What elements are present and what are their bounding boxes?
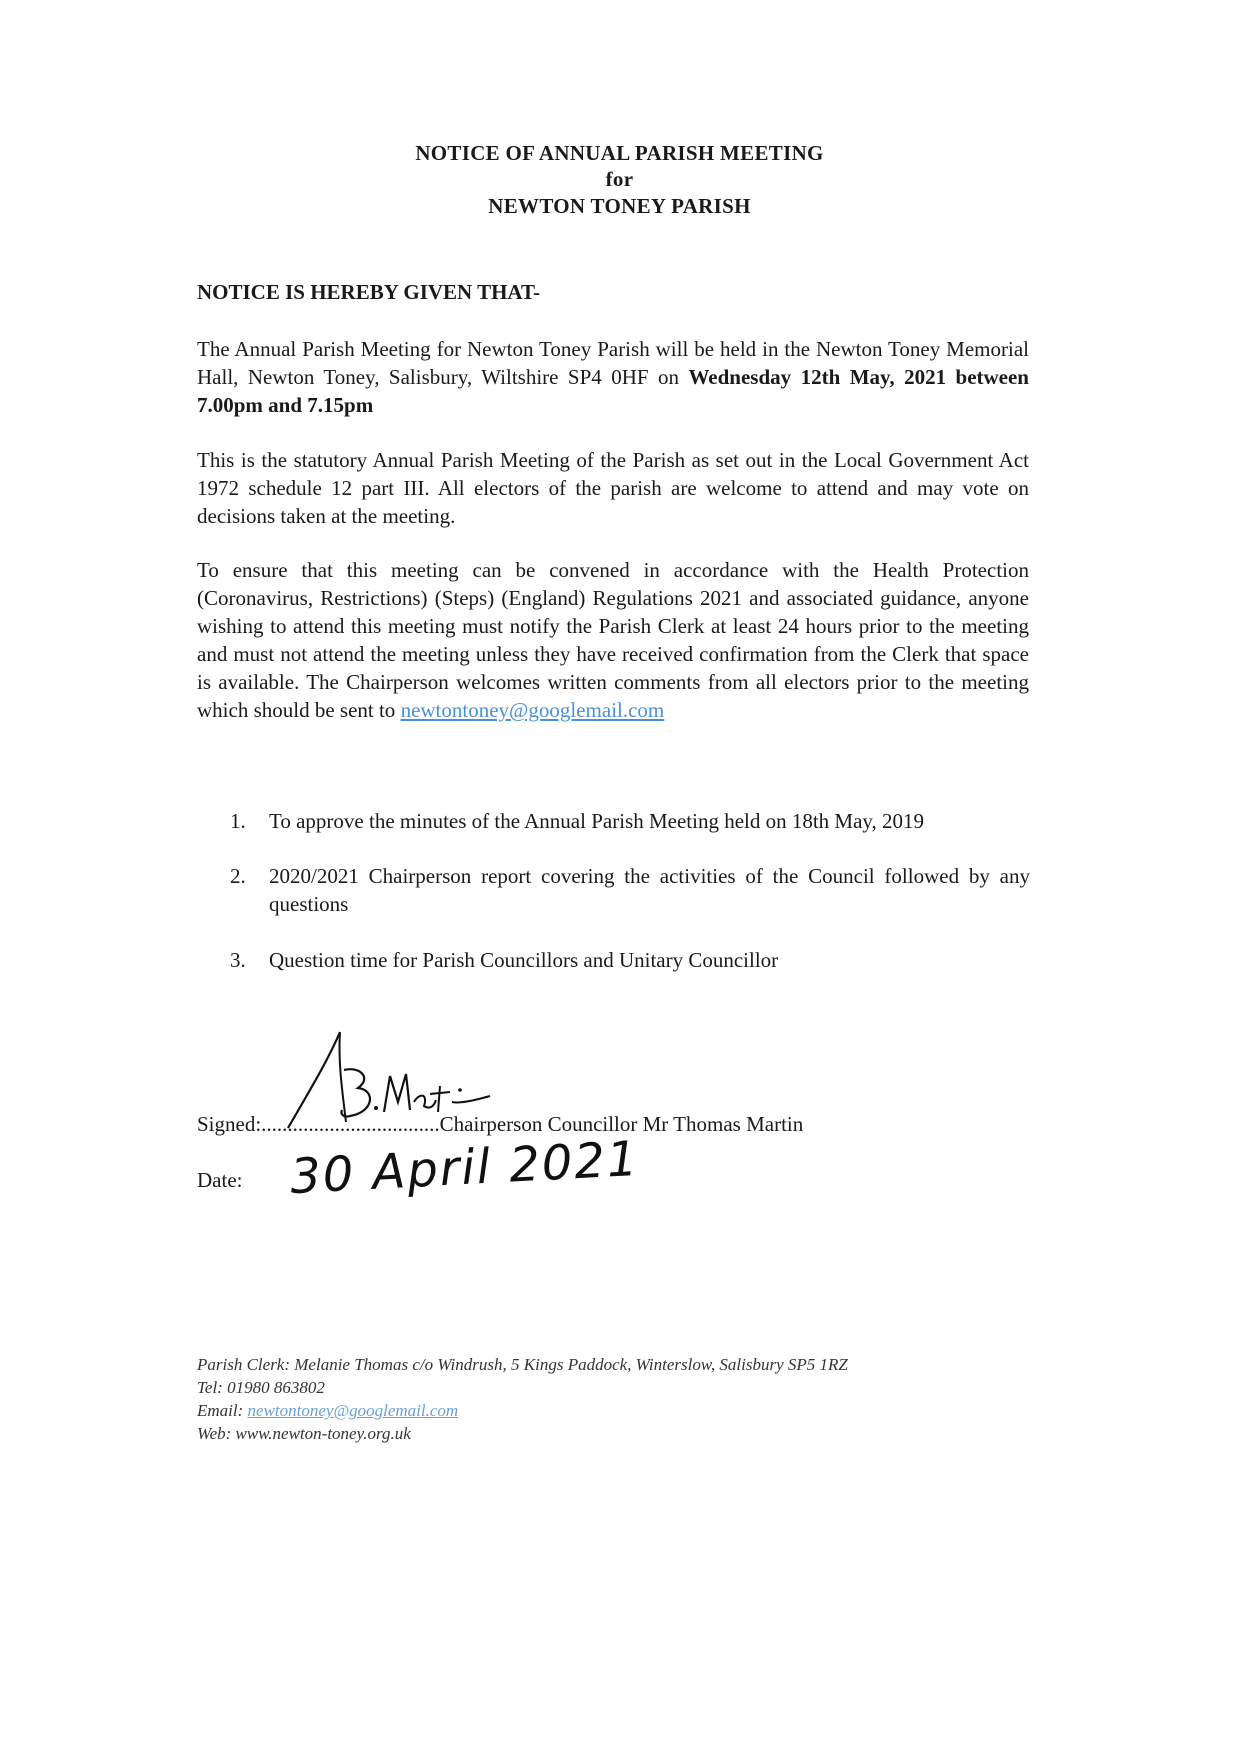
footer-web: Web: www.newton-toney.org.uk: [197, 1424, 411, 1443]
signature-dots: ..................................: [261, 1112, 440, 1136]
agenda-text: Question time for Parish Councillors and Unitary Councillor: [269, 948, 779, 972]
footer-email-row: [197, 1399, 848, 1422]
signed-line: [197, 1112, 803, 1137]
email-link[interactable]: newtontoney@googlemail.com: [400, 698, 665, 722]
agenda-item-1: [230, 807, 1030, 835]
chairperson-name: Chairperson Councillor Mr Thomas Martin: [439, 1112, 804, 1136]
footer-clerk: Parish Clerk: Melanie Thomas c/o Windrush, 5 Kings Paddock, Winterslow, Salisbury SP5 1RZ: [197, 1355, 848, 1374]
title-line-3: NEWTON TONEY PARISH: [488, 194, 751, 218]
agenda-number: 3.: [230, 948, 246, 972]
meeting-details-text: The Annual Parish Meeting for Newton Toney Parish will be held in the Newton Toney Memorial Hall, Newton Toney, Salisbury, Wiltshire SP4 0HF on: [197, 337, 1029, 389]
agenda-text: To approve the minutes of the Annual Parish Meeting held on 18th May, 2019: [269, 809, 925, 833]
agenda-item-2: [230, 862, 1030, 918]
signed-label: Signed:: [197, 1112, 262, 1136]
covid-text: To ensure that this meeting can be convened in accordance with the Health Protection (Coronavirus, Restrictions) (Steps) (England) Regulations 2021 and associated guidance, anyone wishing to attend this meeting must notify the Parish Clerk at least 24 hours prior to the meeting and must not attend the meeting unless they have received confirmation from the Clerk that space is available. The Chairperson welcomes written comments from all electors prior to the meeting which should be sent to: [197, 558, 1029, 722]
title-line-1: NOTICE OF ANNUAL PARISH MEETING: [415, 141, 824, 165]
agenda-number: 2.: [230, 864, 246, 888]
agenda-number: 1.: [230, 809, 246, 833]
notice-heading: NOTICE IS HEREBY GIVEN THAT-: [197, 280, 541, 304]
covid-paragraph: [197, 556, 1029, 724]
date-label: Date:: [197, 1168, 243, 1192]
footer-tel: Tel: 01980 863802: [197, 1378, 325, 1397]
footer-email-label: Email:: [197, 1401, 248, 1420]
footer-email-link[interactable]: newtontoney@googlemail.com: [247, 1401, 459, 1420]
handwritten-date: 30 April 2021: [288, 1130, 641, 1206]
meeting-details-paragraph: [197, 335, 1029, 419]
meeting-date-time: Wednesday 12th May, 2021 between 7.00pm and 7.15pm: [197, 365, 1029, 417]
statutory-paragraph: This is the statutory Annual Parish Meeting of the Parish as set out in the Local Government Act 1972 schedule 12 part III. All electors of the parish are welcome to attend and may vote on decisions taken at the meeting.: [197, 448, 1029, 528]
agenda-item-3: [230, 946, 1030, 974]
title-line-2: for: [605, 167, 634, 191]
agenda-text: 2020/2021 Chairperson report covering the activities of the Council followed by any questions: [269, 864, 1030, 916]
footer-contact: [197, 1353, 848, 1445]
